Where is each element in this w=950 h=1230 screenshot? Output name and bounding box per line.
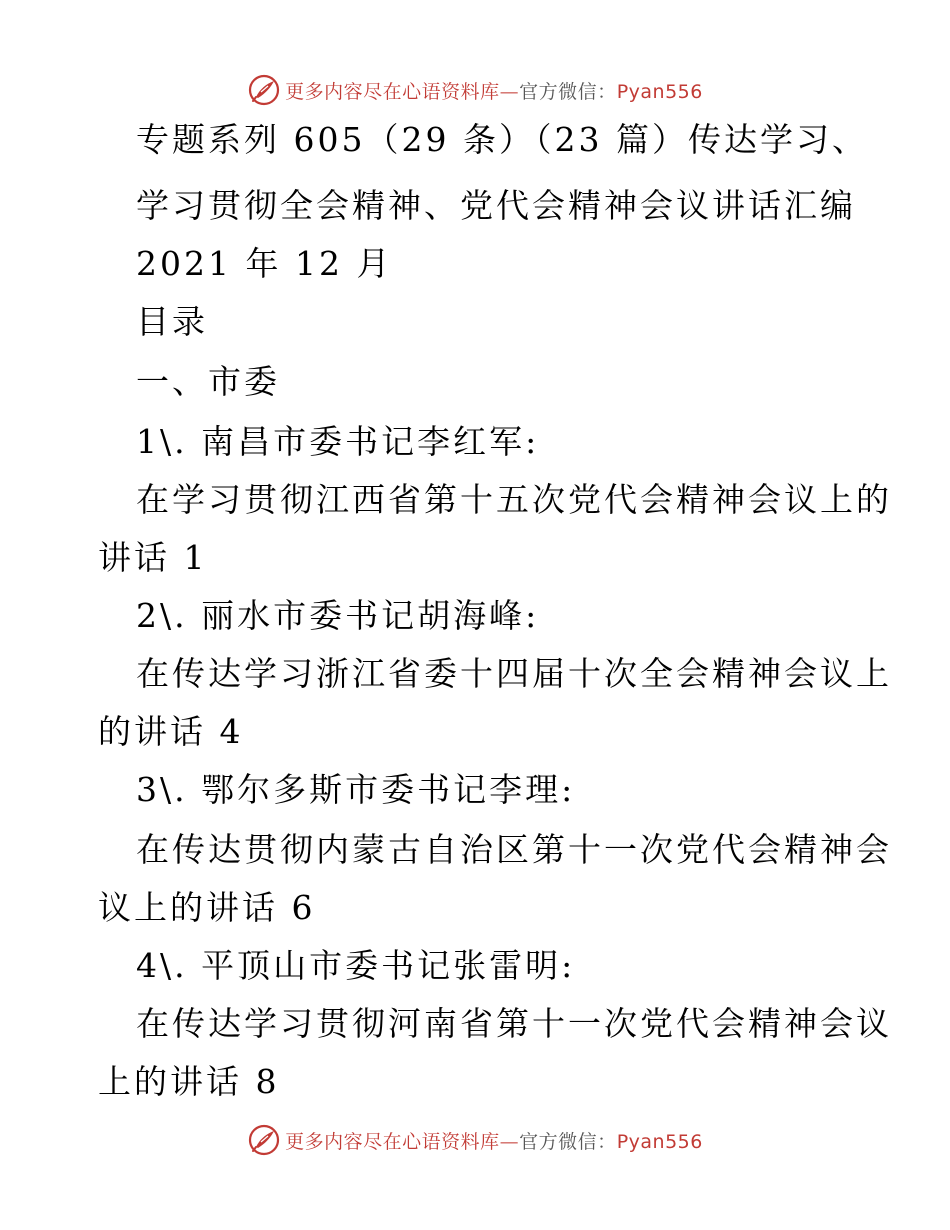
watermark-wechat-label: 官方微信：: [519, 1130, 617, 1153]
toc-entry-4-speaker: 4\. 平顶山市委书记张雷明:: [136, 946, 576, 985]
toc-section-heading: 一、市委: [136, 362, 280, 401]
watermark-wechat-id: Pyan556: [616, 80, 703, 103]
footer-watermark: [0, 1120, 950, 1160]
toc-entry-2-title-cont: 的讲话 4: [98, 712, 244, 751]
toc-entry-3-title: 在传达贯彻内蒙古自治区第十一次党代会精神会: [136, 830, 892, 869]
watermark-wechat-label: 官方微信：: [519, 80, 617, 103]
toc-entry-1-speaker: 1\. 南昌市委书记李红军:: [136, 422, 540, 461]
feather-pen-logo-icon: [247, 1123, 281, 1157]
watermark-brand: 更多内容尽在心语资料库: [285, 80, 500, 103]
watermark-dash: —: [499, 1130, 520, 1153]
toc-entry-4-title: 在传达学习贯彻河南省第十一次党代会精神会议: [136, 1004, 892, 1043]
watermark-brand: 更多内容尽在心语资料库: [285, 1130, 500, 1153]
toc-heading: 目录: [136, 302, 208, 341]
document-date: 2021 年 12 月: [136, 244, 393, 283]
watermark-wechat-id: Pyan556: [616, 1130, 703, 1153]
toc-entry-2-speaker: 2\. 丽水市委书记胡海峰:: [136, 596, 540, 635]
watermark-text: [285, 1127, 703, 1154]
document-title-line-1: 专题系列 605（29 条）（23 篇）传达学习、: [136, 120, 868, 159]
header-watermark: [0, 70, 950, 110]
document-title-line-2: 学习贯彻全会精神、党代会精神会议讲话汇编: [136, 186, 856, 225]
watermark-text: [285, 77, 703, 104]
toc-entry-1-title: 在学习贯彻江西省第十五次党代会精神会议上的: [136, 480, 892, 519]
toc-entry-1-title-cont: 讲话 1: [98, 538, 208, 577]
toc-entry-4-title-cont: 上的讲话 8: [98, 1062, 280, 1101]
feather-pen-logo-icon: [247, 73, 281, 107]
watermark-dash: —: [499, 80, 520, 103]
toc-entry-3-speaker: 3\. 鄂尔多斯市委书记李理:: [136, 770, 576, 809]
toc-entry-3-title-cont: 议上的讲话 6: [98, 888, 316, 927]
toc-entry-2-title: 在传达学习浙江省委十四届十次全会精神会议上: [136, 654, 892, 693]
